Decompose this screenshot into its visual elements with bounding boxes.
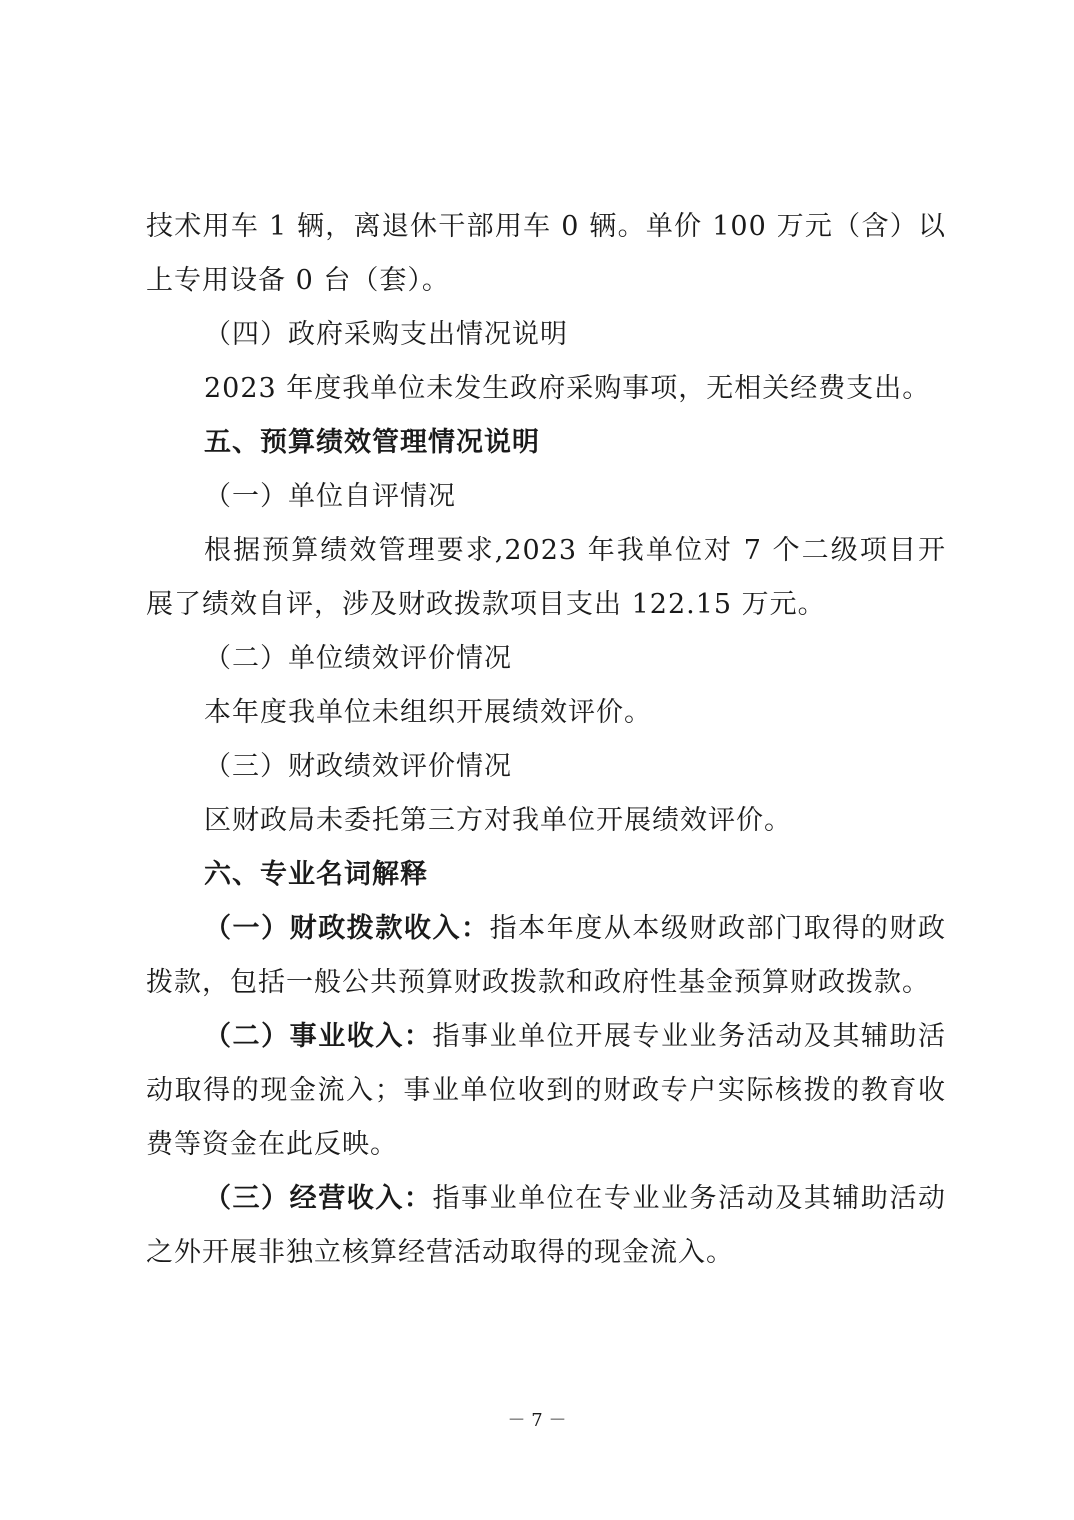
heading-procurement: （四）政府采购支出情况说明 bbox=[204, 319, 568, 350]
paragraph-vehicles: 技术用车 1 辆，离退休干部用车 0 辆。单价 100 万元（含）以上专用设备 0 台（套）。 bbox=[146, 211, 946, 296]
glossary-definition: 指事业单位开展专业业务活动及其辅助活动取得的现金流入；事业单位收到的财政专户实际核拨的教育收费等资金在此反映。 bbox=[146, 1021, 947, 1160]
paragraph-fiscal-evaluation: 区财政局未委托第三方对我单位开展绩效评价。 bbox=[204, 805, 792, 836]
paragraph-self-evaluation: 根据预算绩效管理要求,2023 年我单位对 7 个二级项目开展了绩效自评，涉及财政拨款项目支出 122.15 万元。 bbox=[146, 535, 946, 620]
glossary-term: （三）经营收入： bbox=[204, 1183, 433, 1214]
paragraph-unit-evaluation: 本年度我单位未组织开展绩效评价。 bbox=[204, 697, 652, 728]
section-heading-glossary: 六、专业名词解释 bbox=[204, 859, 428, 890]
section-heading-performance: 五、预算绩效管理情况说明 bbox=[204, 427, 540, 458]
paragraph-procurement: 2023 年度我单位未发生政府采购事项，无相关经费支出。 bbox=[204, 373, 931, 404]
heading-unit-evaluation: （二）单位绩效评价情况 bbox=[204, 643, 512, 674]
glossary-definition: 指事业单位在专业业务活动及其辅助活动之外开展非独立核算经营活动取得的现金流入。 bbox=[146, 1183, 947, 1268]
glossary-item-operating-income bbox=[146, 1172, 946, 1280]
glossary-item-business-income bbox=[146, 1010, 946, 1172]
glossary-item-fiscal-appropriation bbox=[146, 902, 946, 1010]
heading-fiscal-evaluation: （三）财政绩效评价情况 bbox=[204, 751, 512, 782]
glossary-definition: 指本年度从本级财政部门取得的财政拨款，包括一般公共预算财政拨款和政府性基金预算财政拨款。 bbox=[146, 913, 947, 998]
glossary-term: （一）财政拨款收入： bbox=[204, 913, 490, 944]
page-number: － 7 － bbox=[507, 1410, 567, 1431]
heading-self-evaluation: （一）单位自评情况 bbox=[204, 481, 456, 512]
glossary-term: （二）事业收入： bbox=[204, 1021, 433, 1052]
document-body bbox=[146, 200, 946, 1280]
